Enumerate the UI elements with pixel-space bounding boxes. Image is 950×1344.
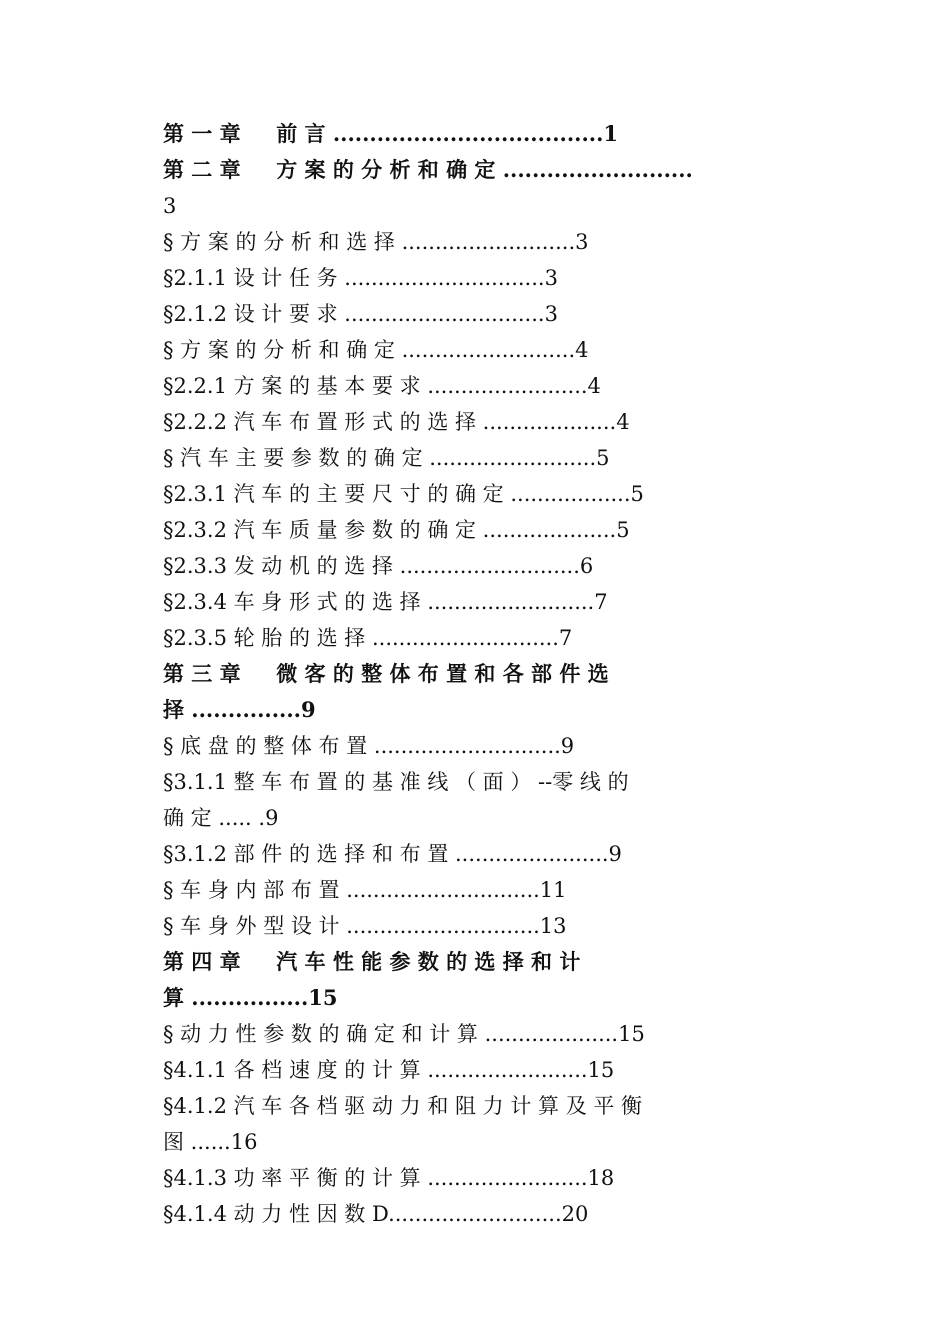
toc-entry-line: § 方 案 的 分 析 和 确 定 ..........................4 — [163, 338, 589, 362]
toc-entry-line: § 车 身 外 型 设 计 .............................13 — [163, 914, 567, 938]
toc-entry-line: §4.1.2 汽 车 各 档 驱 动 力 和 阻 力 计 算 及 平 衡 — [163, 1094, 643, 1118]
toc-chapter-line: 择 ...............9 — [163, 697, 316, 722]
toc-entry-line: §2.2.2 汽 车 布 置 形 式 的 选 择 ....................4 — [163, 410, 630, 434]
toc-chapter-line: 第 四 章 汽 车 性 能 参 数 的 选 择 和 计 — [163, 949, 581, 974]
toc-entry-line: §4.1.1 各 档 速 度 的 计 算 ........................15 — [163, 1058, 615, 1082]
toc-entry-line: §2.1.2 设 计 要 求 ..............................3 — [163, 302, 558, 326]
toc-entry-line: §2.3.5 轮 胎 的 选 择 ............................7 — [163, 626, 573, 650]
toc-entry-line: §2.2.1 方 案 的 基 本 要 求 ........................4 — [163, 374, 601, 398]
toc-entry-line: §2.3.1 汽 车 的 主 要 尺 寸 的 确 定 ..................5 — [163, 482, 644, 506]
toc-entry-line: §2.1.1 设 计 任 务 ..............................3 — [163, 266, 558, 290]
toc-chapter-line: 第 一 章 前 言 .....................................1 — [163, 121, 618, 146]
toc-entry-line: 3 — [163, 194, 177, 218]
toc-entry-line: § 方 案 的 分 析 和 选 择 ..........................3 — [163, 230, 589, 254]
toc-entry-line: §4.1.4 动 力 性 因 数 D..........................20 — [163, 1202, 589, 1226]
toc-entry-line: §4.1.3 功 率 平 衡 的 计 算 ........................18 — [163, 1166, 615, 1190]
toc-chapter-line: 第 二 章 方 案 的 分 析 和 确 定 .......................... — [163, 157, 693, 182]
toc-entry-line: § 底 盘 的 整 体 布 置 ............................9 — [163, 734, 575, 758]
toc-entry-line: §2.3.4 车 身 形 式 的 选 择 .........................7 — [163, 590, 608, 614]
toc-entry-line: §3.1.2 部 件 的 选 择 和 布 置 .......................9 — [163, 842, 622, 866]
toc-entry-line: §3.1.1 整 车 布 置 的 基 准 线 （ 面 ） --零 线 的 — [163, 770, 629, 794]
toc-entry-line: §2.3.3 发 动 机 的 选 择 ...........................6 — [163, 554, 594, 578]
toc-chapter-line: 算 ................15 — [163, 985, 338, 1010]
toc-entry-line: § 汽 车 主 要 参 数 的 确 定 .........................5 — [163, 446, 610, 470]
toc-chapter-line: 第 三 章 微 客 的 整 体 布 置 和 各 部 件 选 — [163, 661, 609, 686]
table-of-contents — [163, 116, 828, 1232]
toc-entry-line: § 车 身 内 部 布 置 .............................11 — [163, 878, 567, 902]
toc-entry-line: § 动 力 性 参 数 的 确 定 和 计 算 ....................15 — [163, 1022, 645, 1046]
toc-entry-line: 图 ......16 — [163, 1130, 258, 1154]
toc-entry-line: §2.3.2 汽 车 质 量 参 数 的 确 定 ....................5 — [163, 518, 630, 542]
toc-entry-line: 确 定 ..... .9 — [163, 806, 279, 830]
